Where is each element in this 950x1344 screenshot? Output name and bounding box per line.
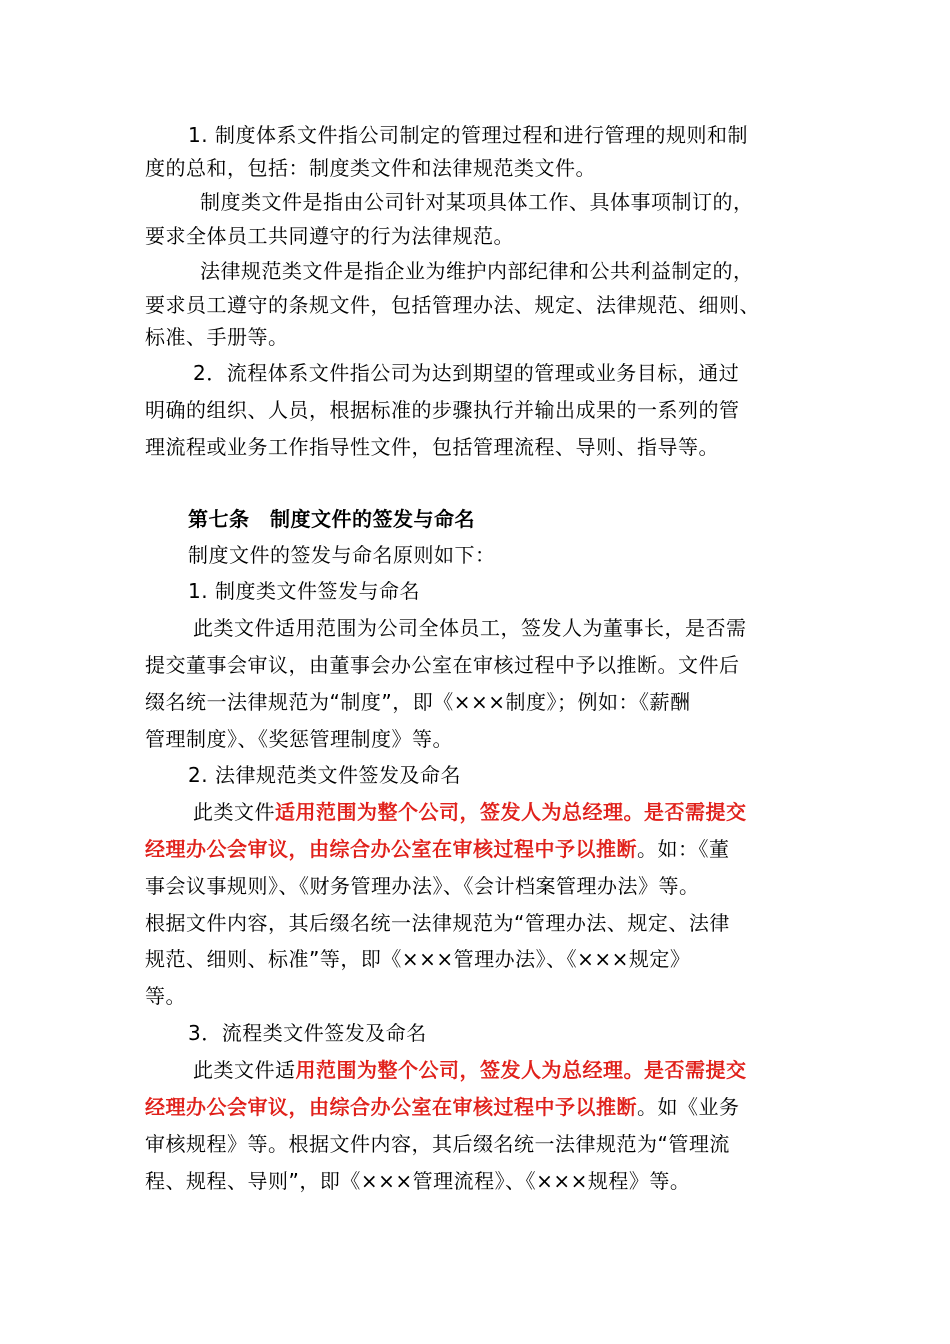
text-line: 1. 制度体系文件指公司制定的管理过程和进行管理的规则和制 [188, 123, 748, 147]
text-line [193, 797, 747, 827]
text-line: 规范、细则、标准”等，即《×××管理办法》、《×××规定》 [145, 947, 691, 971]
text-line: 法律规范类文件是指企业为维护内部纪律和公共利益制定的， [200, 259, 754, 283]
text-line: 等。 [145, 984, 186, 1008]
text-line [145, 1092, 740, 1122]
text-line: 制度文件的签发与命名原则如下： [188, 543, 496, 567]
text-line: 制度类文件是指由公司针对某项具体工作、具体事项制订的， [200, 190, 754, 214]
highlighted-text: 用范围为整个公司，签发人为总经理。是否需提交 [295, 1058, 747, 1082]
text-line: 管理制度》、《奖惩管理制度》等。 [145, 727, 453, 751]
text-line: 事会议事规则》、《财务管理办法》、《会计档案管理办法》等。 [145, 874, 700, 898]
text-line: 要求全体员工共同遵守的行为法律规范。 [145, 224, 514, 248]
text-line: 提交董事会审议，由董事会办公室在审核过程中予以推断。文件后 [145, 653, 740, 677]
text-line: 理流程或业务工作指导性文件，包括管理流程、导则、指导等。 [145, 435, 719, 459]
highlighted-text: 适用范围为整个公司，签发人为总经理。是否需提交 [275, 800, 747, 824]
text-line: 审核规程》等。根据文件内容，其后缀名统一法律规范为“管理流 [145, 1132, 730, 1156]
text-line: 度的总和，包括：制度类文件和法律规范类文件。 [145, 156, 596, 180]
text-line: 此类文件适用范围为公司全体员工，签发人为董事长，是否需 [193, 616, 747, 640]
text-run: 。如《业务 [637, 1095, 740, 1119]
text-line [193, 1055, 747, 1085]
text-run: 此类文件适 [193, 1058, 296, 1082]
text-line: 程、规程、导则”，即《×××管理流程》、《×××规程》等。 [145, 1169, 691, 1193]
highlighted-text: 经理办公会审议，由综合办公室在审核过程中予以推断 [145, 1095, 637, 1119]
text-line: 根据文件内容，其后缀名统一法律规范为“管理办法、规定、法律 [145, 911, 730, 935]
text-line [145, 834, 730, 864]
text-line: 2. 法律规范类文件签发及命名 [188, 763, 461, 787]
text-line: 标准、手册等。 [145, 325, 289, 349]
text-line: 2．流程体系文件指公司为达到期望的管理或业务目标，通过 [193, 361, 740, 385]
text-run: 此类文件 [193, 800, 275, 824]
text-line: 1. 制度类文件签发与命名 [188, 579, 420, 603]
text-line: 缀名统一法律规范为“制度”，即《×××制度》；例如：《薪酬 [145, 690, 691, 714]
text-line: 明确的组织、人员，根据标准的步骤执行并输出成果的一系列的管 [145, 398, 740, 422]
text-line: 要求员工遵守的条规文件，包括管理办法、规定、法律规范、细则、 [145, 293, 760, 317]
text-run: 。如：《董 [637, 837, 730, 861]
highlighted-text: 经理办公会审议，由综合办公室在审核过程中予以推断 [145, 837, 637, 861]
text-line: 3．流程类文件签发及命名 [188, 1021, 427, 1045]
section-heading: 第七条 制度文件的签发与命名 [188, 507, 475, 531]
